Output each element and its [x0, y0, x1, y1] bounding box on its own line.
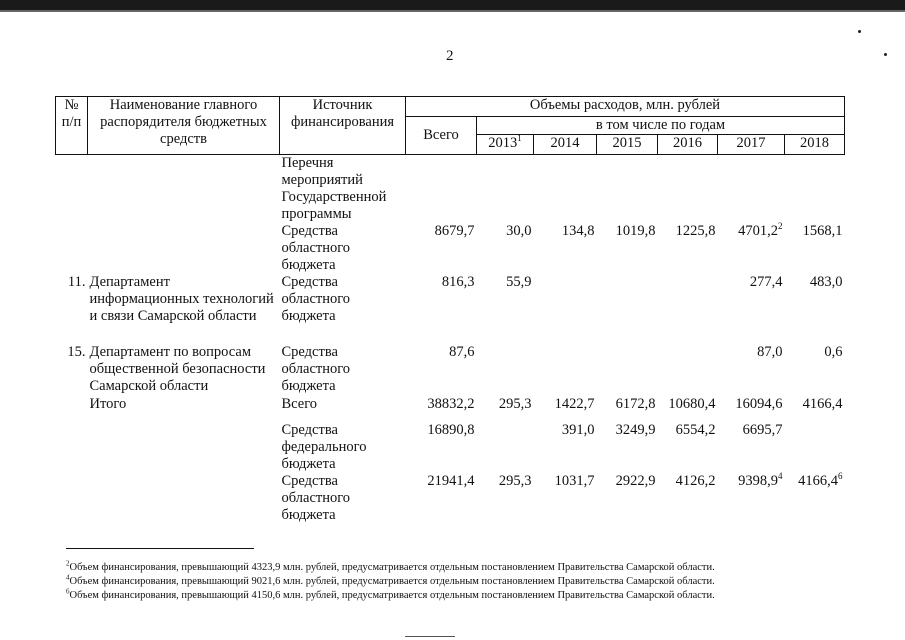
- row-2013: [477, 396, 534, 422]
- footnote-ref: 2: [778, 221, 783, 232]
- header-year: 2017: [718, 135, 785, 155]
- scan-speck: [884, 53, 887, 56]
- row-source: [280, 155, 406, 224]
- footnote-ref: 4: [778, 471, 783, 482]
- row-2018-value: 483,0: [809, 274, 843, 290]
- row-total-value: 8679,7: [434, 223, 475, 239]
- row-2017-value: 277,4: [749, 274, 783, 290]
- row-2013: [477, 344, 534, 396]
- row-2017-value: 9398,9: [738, 473, 778, 489]
- row-2013: [477, 422, 534, 473]
- row-2016-value: 4126,2: [675, 473, 716, 489]
- row-name-value: Департамент информационных технологий и связи Самарской области: [89, 274, 274, 324]
- row-2017-value: 6695,7: [742, 422, 783, 438]
- footnote-text: Объем финансирования, превышающий 9021,6 млн. рублей, предусматривается отдельным постановлением Правительства Самарской области.: [69, 576, 715, 587]
- row-2016: [658, 223, 718, 274]
- row-2018-value: 4166,4: [798, 473, 838, 489]
- row-2016-value: 1225,8: [675, 223, 716, 239]
- footnotes: [66, 561, 715, 603]
- row-2015: [597, 155, 658, 224]
- footnote-marker: 6: [66, 587, 70, 596]
- expenditure-table: [55, 96, 845, 524]
- header-year: [477, 135, 534, 155]
- row-2015: [597, 396, 658, 422]
- footnote-marker: 2: [66, 559, 70, 568]
- row-total-value: 16890,8: [427, 422, 475, 438]
- row-total: [406, 155, 477, 224]
- row-2014: [534, 396, 597, 422]
- row-num: [56, 344, 88, 396]
- header-total: Всего: [406, 117, 477, 155]
- row-2016: [658, 422, 718, 473]
- row-2018: [785, 422, 845, 473]
- row-num: [56, 396, 88, 422]
- row-2017-value: 4701,2: [738, 223, 778, 239]
- row-2015-value: 2922,9: [615, 473, 656, 489]
- row-2013: [477, 473, 534, 524]
- row-num: [56, 473, 88, 524]
- row-source-value: Средства областного бюджета: [281, 274, 351, 324]
- row-2017: [718, 344, 785, 396]
- header-source: Источник финансирования: [280, 97, 406, 155]
- scan-top-edge: [0, 0, 905, 10]
- header-year: 2014: [534, 135, 597, 155]
- row-2018: [785, 223, 845, 274]
- row-2018: [785, 274, 845, 344]
- row-2014: [534, 223, 597, 274]
- row-2016: [658, 274, 718, 344]
- row-2017: [718, 473, 785, 524]
- row-2017: [718, 422, 785, 473]
- row-2016: [658, 396, 718, 422]
- row-total: [406, 344, 477, 396]
- row-total-value: 816,3: [441, 274, 475, 290]
- year-label: 2013: [488, 135, 518, 151]
- row-num: [56, 223, 88, 274]
- scan-speck: [858, 30, 861, 33]
- header-year: 2015: [597, 135, 658, 155]
- row-2018: [785, 396, 845, 422]
- row-num-value: 11.: [67, 274, 86, 290]
- row-2013-value: 295,3: [498, 473, 532, 489]
- row-2015: [597, 422, 658, 473]
- page-number: 2: [446, 48, 454, 64]
- header-num: № п/п: [56, 97, 88, 155]
- row-2016: [658, 155, 718, 224]
- row-name: [88, 344, 280, 396]
- row-2013-value: 30,0: [506, 223, 532, 239]
- row-2017: [718, 155, 785, 224]
- footnote: [66, 561, 715, 575]
- footnote-marker: 4: [66, 573, 70, 582]
- table-row: [56, 344, 845, 396]
- row-2014: [534, 155, 597, 224]
- row-2015-value: 6172,8: [615, 396, 656, 412]
- row-source-value: Средства областного бюджета: [281, 473, 351, 523]
- row-2017-value: 87,0: [757, 344, 783, 360]
- footnote: [66, 575, 715, 589]
- row-name-value: Итого: [89, 396, 127, 412]
- row-2016: [658, 344, 718, 396]
- row-2014: [534, 344, 597, 396]
- row-2014: [534, 274, 597, 344]
- row-2017: [718, 223, 785, 274]
- row-2015: [597, 274, 658, 344]
- row-source-value: Перечня мероприятий Государственной программы: [281, 155, 387, 222]
- row-2013-value: 55,9: [506, 274, 532, 290]
- row-name: [88, 422, 280, 473]
- row-2015: [597, 344, 658, 396]
- row-2016: [658, 473, 718, 524]
- table-row: [56, 274, 845, 344]
- row-2015: [597, 473, 658, 524]
- year-sup: 1: [517, 133, 522, 144]
- header-year: 2018: [785, 135, 845, 155]
- row-source: [280, 274, 406, 344]
- row-source-value: Средства областного бюджета: [281, 223, 351, 273]
- footnote-separator: [66, 548, 254, 549]
- row-2015-value: 3249,9: [615, 422, 656, 438]
- row-2016-value: 10680,4: [668, 396, 716, 412]
- row-2014-value: 1422,7: [554, 396, 595, 412]
- footnote-ref: 6: [838, 471, 843, 482]
- row-2017: [718, 274, 785, 344]
- row-2013: [477, 155, 534, 224]
- header-volumes: Объемы расходов, млн. рублей: [406, 97, 845, 117]
- row-2018-value: 0,6: [824, 344, 843, 360]
- table-row: [56, 223, 845, 274]
- row-source-value: Всего: [281, 396, 318, 412]
- row-2017: [718, 396, 785, 422]
- row-name: [88, 396, 280, 422]
- row-total: [406, 396, 477, 422]
- row-source: [280, 473, 406, 524]
- table-row: [56, 396, 845, 422]
- header-by-years: в том числе по годам: [477, 117, 845, 135]
- row-name: [88, 274, 280, 344]
- row-2016-value: 6554,2: [675, 422, 716, 438]
- row-2018: [785, 473, 845, 524]
- row-total: [406, 274, 477, 344]
- row-2013: [477, 274, 534, 344]
- table-row: [56, 155, 845, 224]
- header-year: 2016: [658, 135, 718, 155]
- row-2015: [597, 223, 658, 274]
- row-source: [280, 344, 406, 396]
- row-2014-value: 1031,7: [554, 473, 595, 489]
- row-total: [406, 223, 477, 274]
- footnote: [66, 589, 715, 603]
- row-2014: [534, 473, 597, 524]
- row-name: [88, 473, 280, 524]
- row-num-value: 15.: [67, 344, 86, 360]
- row-source: [280, 422, 406, 473]
- row-name: [88, 223, 280, 274]
- row-2014-value: 391,0: [561, 422, 595, 438]
- table-row: [56, 422, 845, 473]
- row-2013: [477, 223, 534, 274]
- row-2015-value: 1019,8: [615, 223, 656, 239]
- row-source-value: Средства областного бюджета: [281, 344, 351, 394]
- row-2018-value: 4166,4: [802, 396, 843, 412]
- row-total: [406, 473, 477, 524]
- row-name-value: Департамент по вопросам общественной безопасности Самарской области: [89, 344, 266, 394]
- row-source-value: Средства федерального бюджета: [281, 422, 367, 472]
- row-2013-value: 295,3: [498, 396, 532, 412]
- footnote-text: Объем финансирования, превышающий 4323,9 млн. рублей, предусматривается отдельным постановлением Правительства Самарской области.: [69, 562, 715, 573]
- row-source: [280, 223, 406, 274]
- row-total-value: 21941,4: [427, 473, 475, 489]
- row-2018-value: 1568,1: [802, 223, 843, 239]
- scan-top-edge-shadow: [0, 10, 905, 12]
- row-num: [56, 422, 88, 473]
- row-total-value: 87,6: [449, 344, 475, 360]
- row-total: [406, 422, 477, 473]
- row-num: [56, 274, 88, 344]
- row-2014: [534, 422, 597, 473]
- row-2017-value: 16094,6: [735, 396, 783, 412]
- row-num: [56, 155, 88, 224]
- scan-mark: [405, 636, 455, 637]
- row-source: [280, 396, 406, 422]
- table-row: [56, 473, 845, 524]
- row-2014-value: 134,8: [561, 223, 595, 239]
- row-name: [88, 155, 280, 224]
- footnote-text: Объем финансирования, превышающий 4150,6 млн. рублей, предусматривается отдельным постановлением Правительства Самарской области.: [69, 590, 715, 601]
- row-2018: [785, 155, 845, 224]
- header-name: Наименование главного распорядителя бюджетных средств: [88, 97, 280, 155]
- row-total-value: 38832,2: [427, 396, 475, 412]
- row-2018: [785, 344, 845, 396]
